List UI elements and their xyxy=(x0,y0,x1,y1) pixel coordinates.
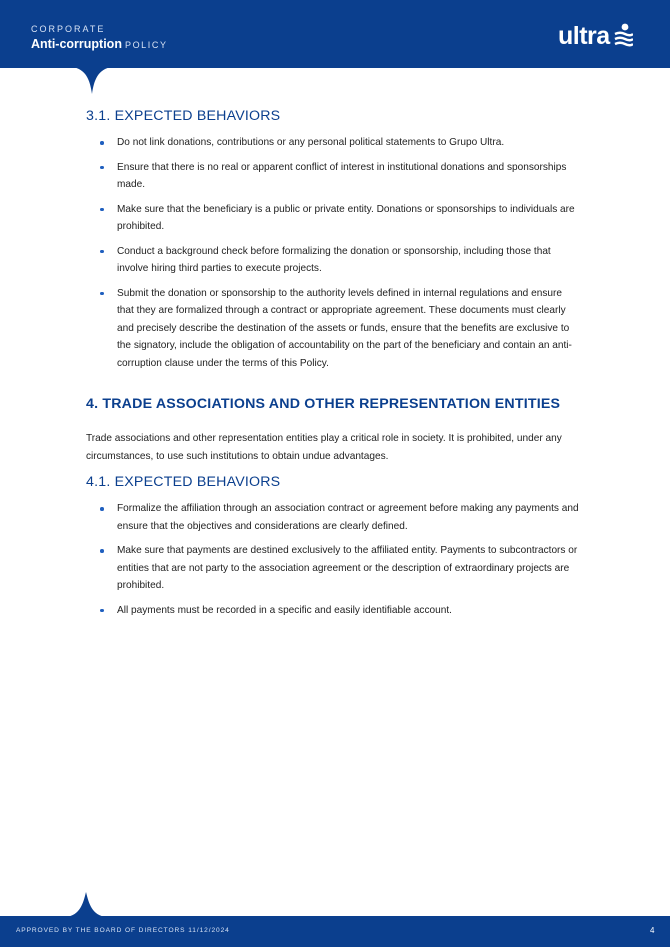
logo-wave-icon xyxy=(613,23,633,49)
bullet-icon xyxy=(100,292,104,296)
list-item-text: Make sure that the beneficiary is a public or private entity. Donations or sponsorships to individuals are prohibited. xyxy=(117,203,575,232)
list-item-text: Conduct a background check before formalizing the donation or sponsorship, including those that involve hiring third parties to execute projects. xyxy=(117,245,551,274)
list-item-text: Make sure that payments are destined exclusively to the affiliated entity. Payments to subcontractors or entities that are not party to the association agreement or the description of extraordinary projects are prohibited. xyxy=(117,545,578,591)
logo-wordmark: ultra xyxy=(558,22,610,50)
bullet-icon xyxy=(100,141,104,145)
bullet-icon xyxy=(100,250,104,254)
bullet-icon xyxy=(100,549,104,553)
list-item-text: Do not link donations, contributions or any personal political statements to Grupo Ultra. xyxy=(117,137,505,148)
list-item-text: All payments must be recorded in a specific and easily identifiable account. xyxy=(117,604,452,616)
bullet-icon xyxy=(100,609,104,613)
document-title-suffix: POLICY xyxy=(124,40,168,50)
list-item xyxy=(86,285,580,373)
list-item-text: Ensure that there is no real or apparent conflict of interest in institutional donations and sponsorships made. xyxy=(117,161,567,190)
section-4-heading: 4. TRADE ASSOCIATIONS AND OTHER REPRESENTATION ENTITIES xyxy=(86,396,561,412)
approval-note: APPROVED BY THE BOARD OF DIRECTORS 11/12/2024 xyxy=(16,927,230,934)
list-item xyxy=(86,201,580,236)
list-item xyxy=(86,243,580,278)
ultra-logo xyxy=(558,22,633,50)
section-3-1-list xyxy=(86,134,580,372)
header-overline: CORPORATE xyxy=(31,24,106,34)
list-item xyxy=(86,134,580,152)
section-3-1-heading: 3.1. EXPECTED BEHAVIORS xyxy=(86,108,281,124)
section-4-1-heading: 4.1. EXPECTED BEHAVIORS xyxy=(86,474,281,490)
bullet-icon xyxy=(100,208,104,212)
page-number: 4 xyxy=(650,926,655,935)
list-item-text: Formalize the affiliation through an association contract or agreement before making any payments and ensure that the objectives and considerations are clearly defined. xyxy=(117,503,579,532)
bullet-icon xyxy=(100,166,104,170)
document-title-main: Anti-corruption xyxy=(31,37,122,51)
list-item xyxy=(86,500,580,535)
section-4-paragraph: Trade associations and other representation entities play a critical role in society. It is prohibited, under any circumstances, to use such institutions to obtain undue advantages. xyxy=(86,433,562,462)
list-item xyxy=(86,542,580,595)
list-item-text: Submit the donation or sponsorship to the authority levels defined in internal regulations and ensure that they are formalized through a contract or appropriate agreement. These documents must clearly and precisely describe the destination of the assets or funds, ensure that the benefits are exclusive to the signatory, include the obligation of accountability on the part of the beneficiary and contain an anti-corruption clause under the terms of this Policy. xyxy=(117,287,572,369)
list-item xyxy=(86,159,580,194)
document-title xyxy=(31,37,168,51)
bullet-icon xyxy=(100,507,104,511)
document-body xyxy=(86,108,580,619)
section-4-1-list xyxy=(86,500,580,619)
list-item xyxy=(86,602,580,620)
